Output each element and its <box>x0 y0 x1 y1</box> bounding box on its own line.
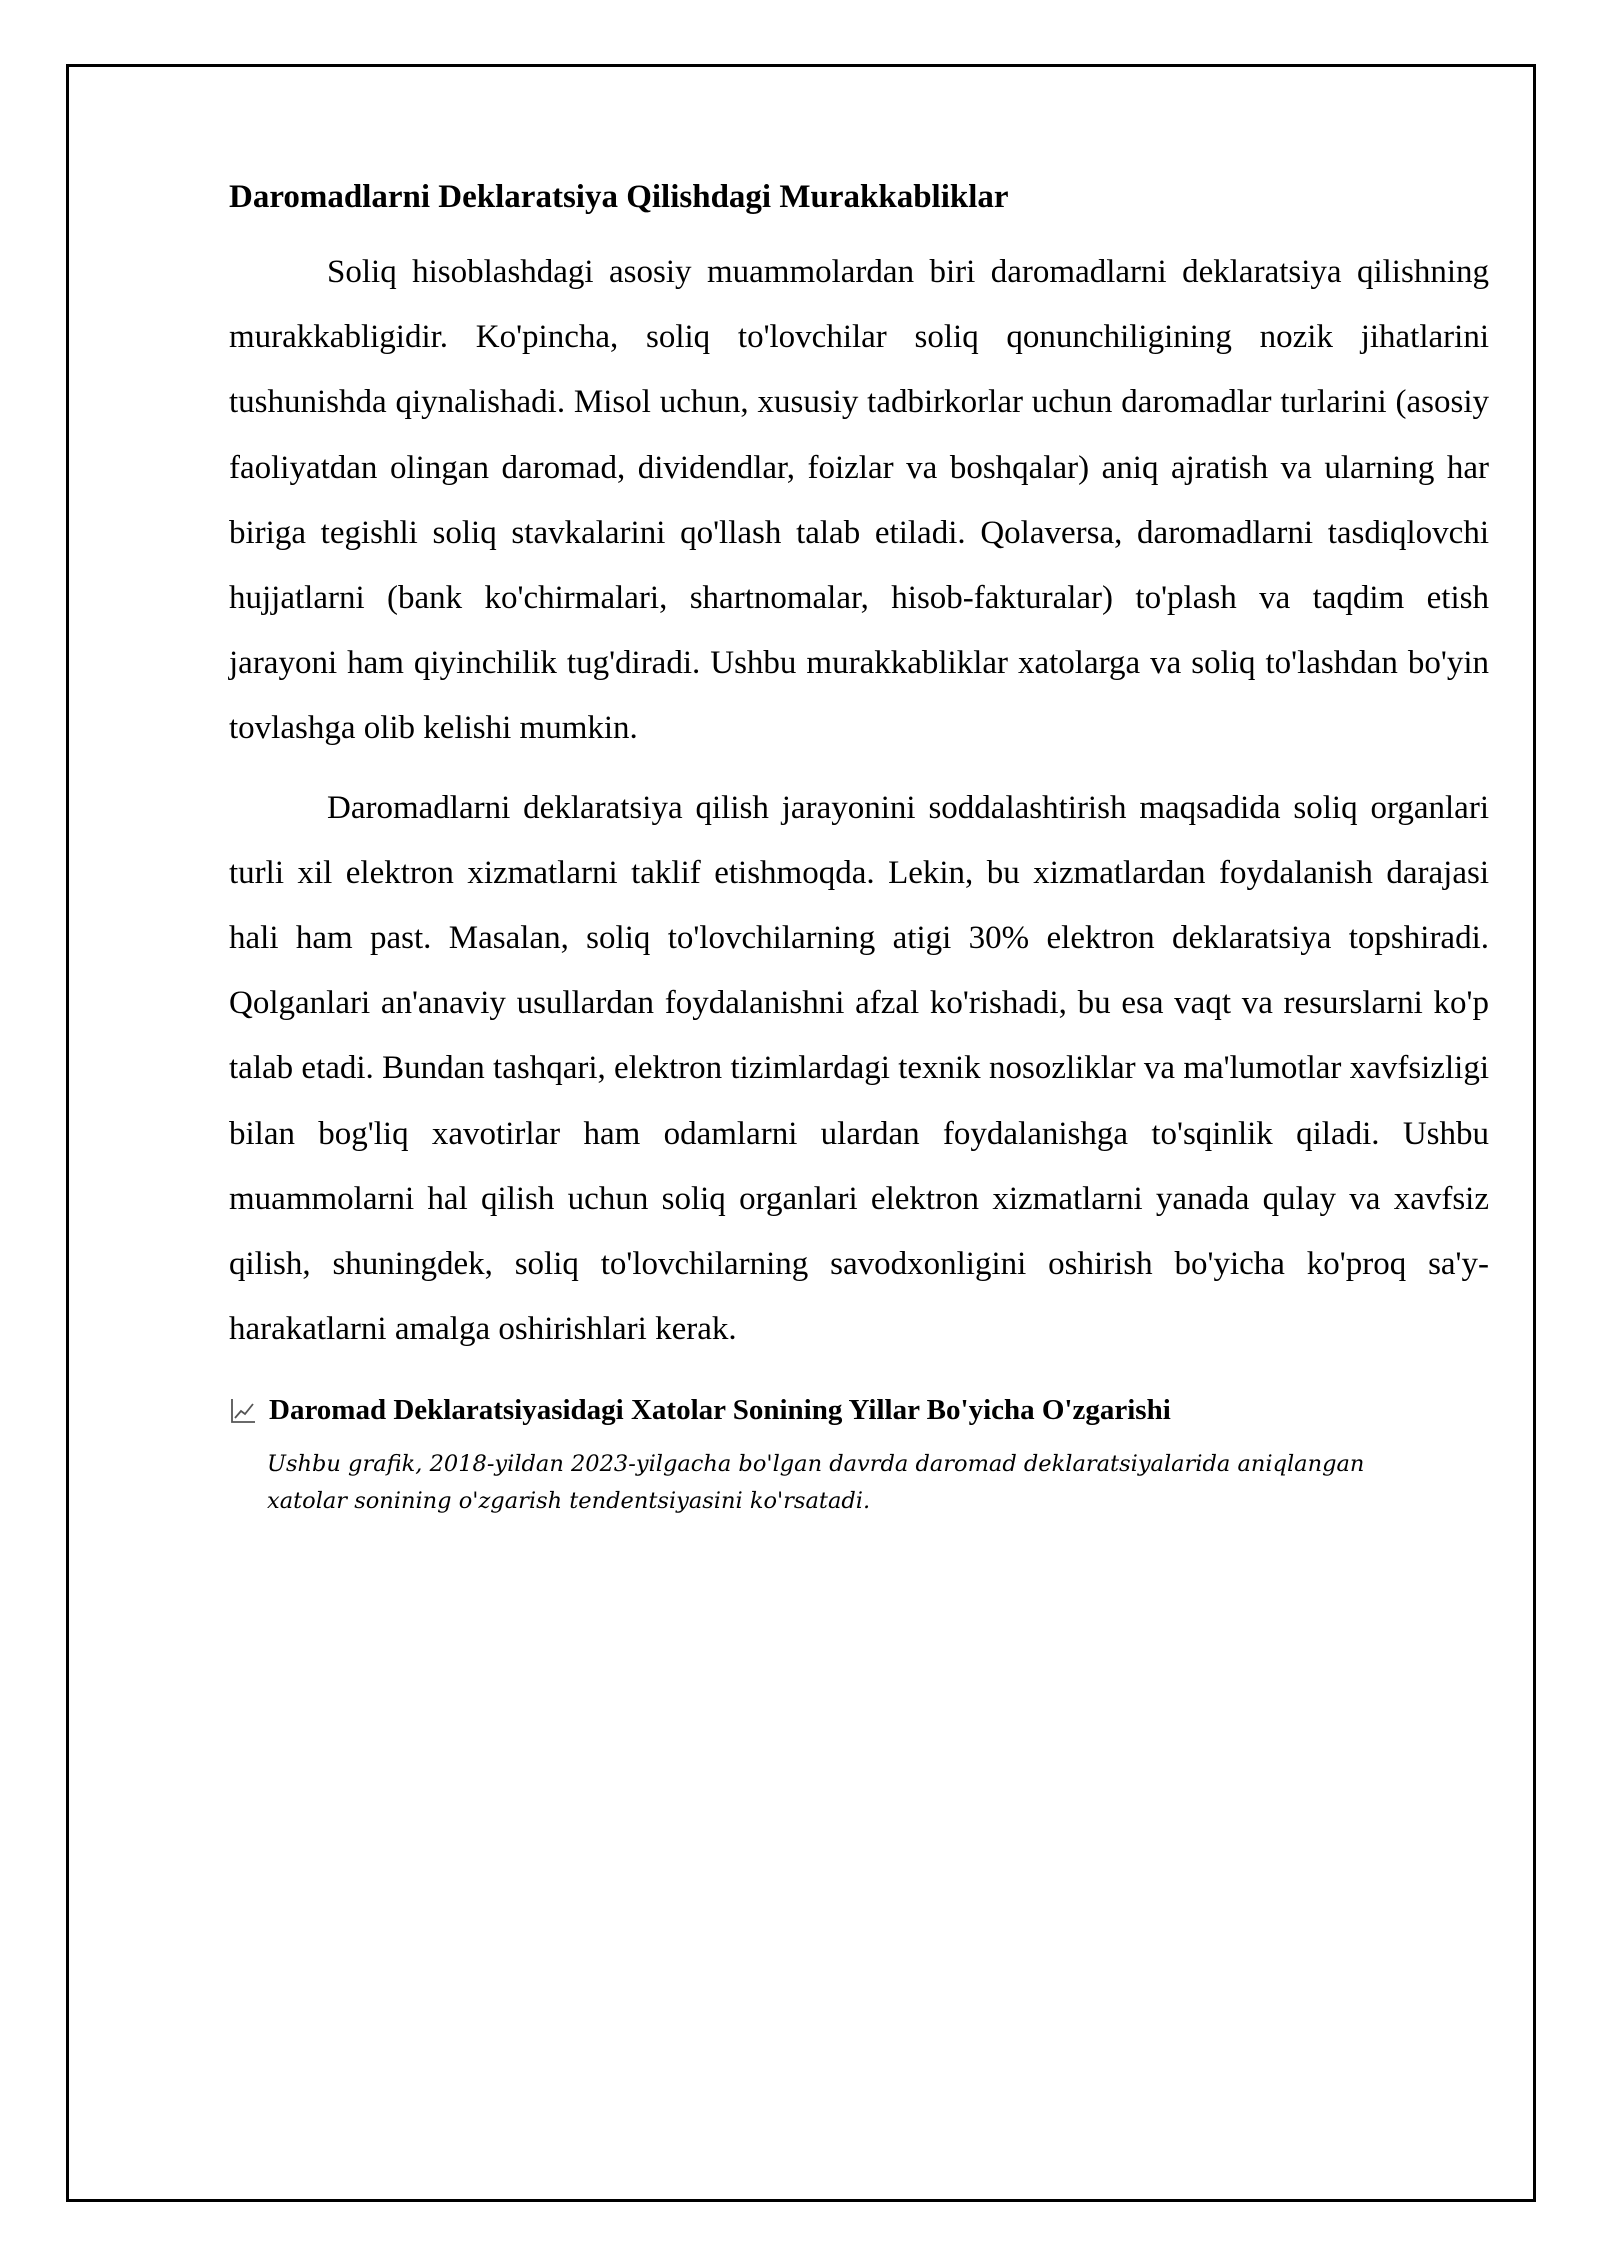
paragraph-2: Daromadlarni deklaratsiya qilish jarayonini soddalashtirish maqsadida soliq organlari turli xil elektron xizmatlarni taklif etishmoqda. Lekin, bu xizmatlardan foydalanish darajasi hali ham past. Masalan, soliq to'lovchilarning atigi 30% elektron deklaratsiya topshiradi. Qolganlari an'anaviy usullardan foydalanishni afzal ko'rishadi, bu esa vaqt va resurslarni ko'p talab etadi. Bundan tashqari, elektron tizimlardagi texnik nosozliklar va ma'lumotlar xavfsizligi bilan bog'liq xavotirlar ham odamlarni ulardan foydalanishga to'sqinlik qiladi. Ushbu muammolarni hal qilish uchun soliq organlari elektron xizmatlarni yanada qulay va xavfsiz qilish, shuningdek, soliq to'lovchilarning savodxonligini oshirish bo'yicha ko'proq sa'y-harakatlarni amalga oshirishlari kerak. <box>229 789 1489 1348</box>
figure-caption: Ushbu grafik, 2018-yildan 2023-yilgacha bo'lgan davrda daromad deklaratsiyalarida aniqlangan xatolar sonining o'zgarish tendentsiyasini ko'rsatadi. <box>267 1451 1365 1515</box>
line-chart-icon <box>229 1396 257 1424</box>
figure-title: Daromad Deklaratsiyasidagi Xatolar Sonining Yillar Bo'yicha O'zgarishi <box>269 1394 1171 1427</box>
document-content <box>229 176 1489 1520</box>
section-heading: Daromadlarni Deklaratsiya Qilishdagi Murakkabliklar <box>229 179 1009 215</box>
figure-heading <box>229 1390 1489 1430</box>
figure-block <box>229 1390 1489 1520</box>
paragraph-1: Soliq hisoblashdagi asosiy muammolardan biri daromadlarni deklaratsiya qilishning murakkabligidir. Ko'pincha, soliq to'lovchilar soliq qonunchiligining nozik jihatlarini tushunishda qiynalishadi. Misol uchun, xususiy tadbirkorlar uchun daromadlar turlarini (asosiy faoliyatdan olingan daromad, dividendlar, foizlar va boshqalar) aniq ajratish va ularning har biriga tegishli soliq stavkalarini qo'llash talab etiladi. Qolaversa, daromadlarni tasdiqlovchi hujjatlarni (bank ko'chirmalari, shartnomalar, hisob-fakturalar) to'plash va taqdim etish jarayoni ham qiyinchilik tug'diradi. Ushbu murakkabliklar xatolarga va soliq to'lashdan bo'yin tovlashga olib kelishi mumkin. <box>229 254 1489 747</box>
